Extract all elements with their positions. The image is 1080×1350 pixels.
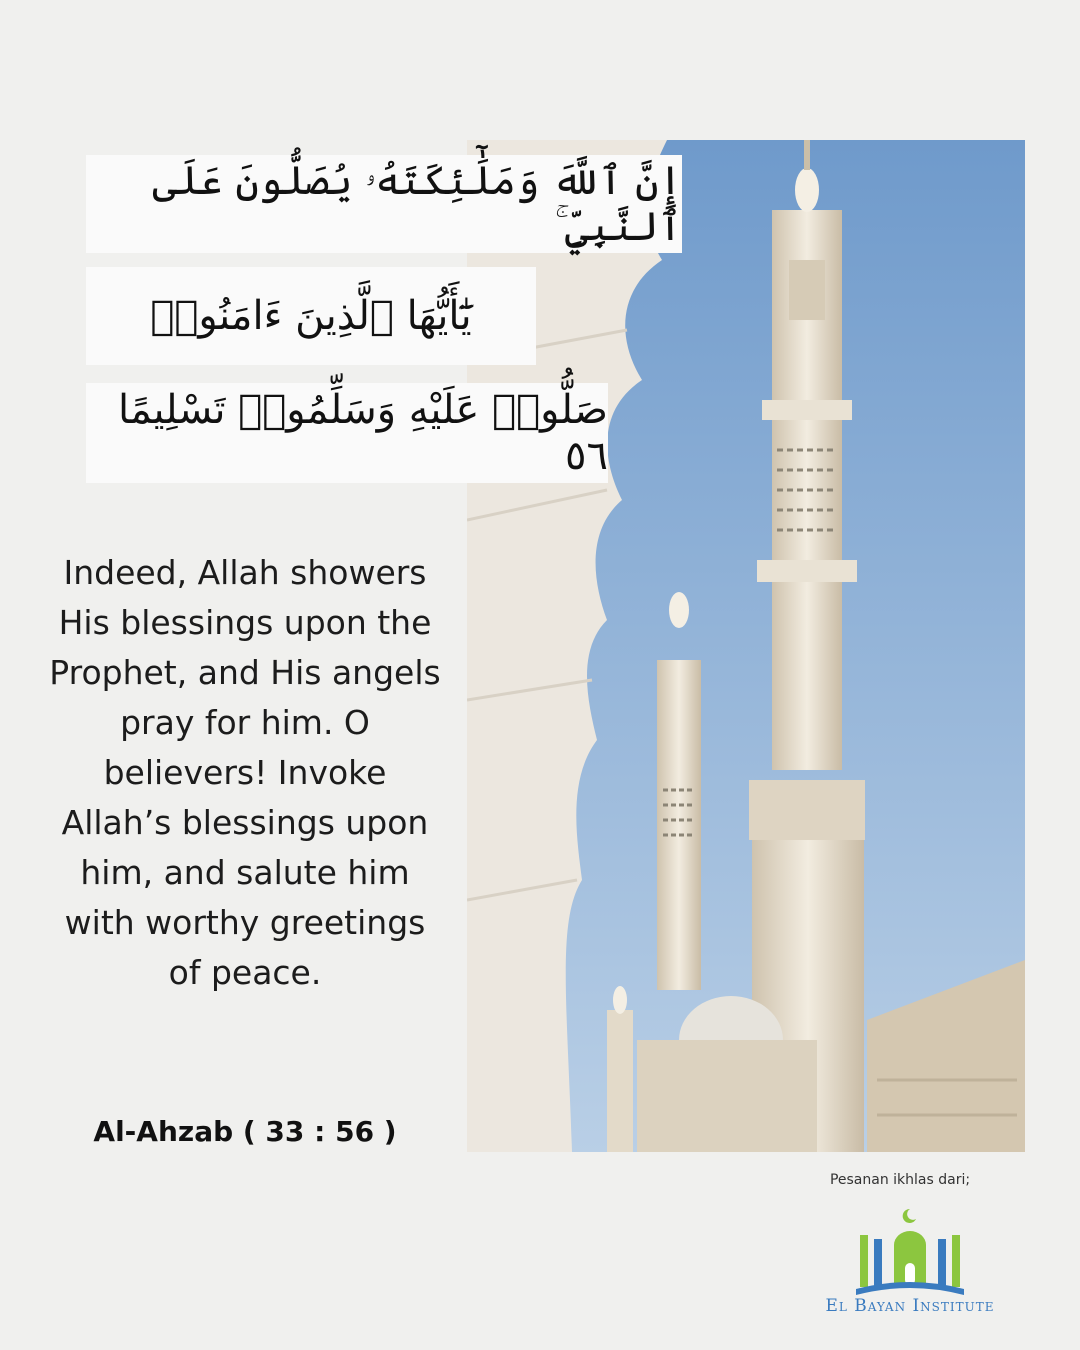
verse-line-2-text: يَٰٓأَيُّهَا ٱلَّذِينَ ءَامَنُوا۟ <box>150 293 472 339</box>
verse-line-1 <box>86 155 682 253</box>
verse-line-1-text: إِنَّ ٱللَّهَ وَمَلَٰٓئِكَتَهُۥ يُصَلُّونَ عَلَى ٱلنَّبِيِّ ۚ <box>152 158 682 250</box>
from-label: Pesanan ikhlas dari; <box>829 1172 971 1188</box>
verse-translation: Indeed, Allah showers His blessings upon the Prophet, and His angels pray for him. O believers! Invoke Allah’s blessings upon him, and salute him with worthy greetings of peace. <box>49 553 441 992</box>
verse-line-3-text: صَلُّوا۟ عَلَيْهِ وَسَلِّمُوا۟ تَسْلِيمًا ٥٦ <box>118 387 608 479</box>
mosque-photo <box>467 140 1025 1152</box>
verse-line-2 <box>86 267 536 365</box>
institute-name: El Bayan Institute <box>825 1296 995 1316</box>
el-bayan-logo <box>850 1205 970 1300</box>
verse-line-3 <box>86 383 608 483</box>
surah-reference: Al-Ahzab ( 33 : 56 ) <box>93 1115 397 1148</box>
